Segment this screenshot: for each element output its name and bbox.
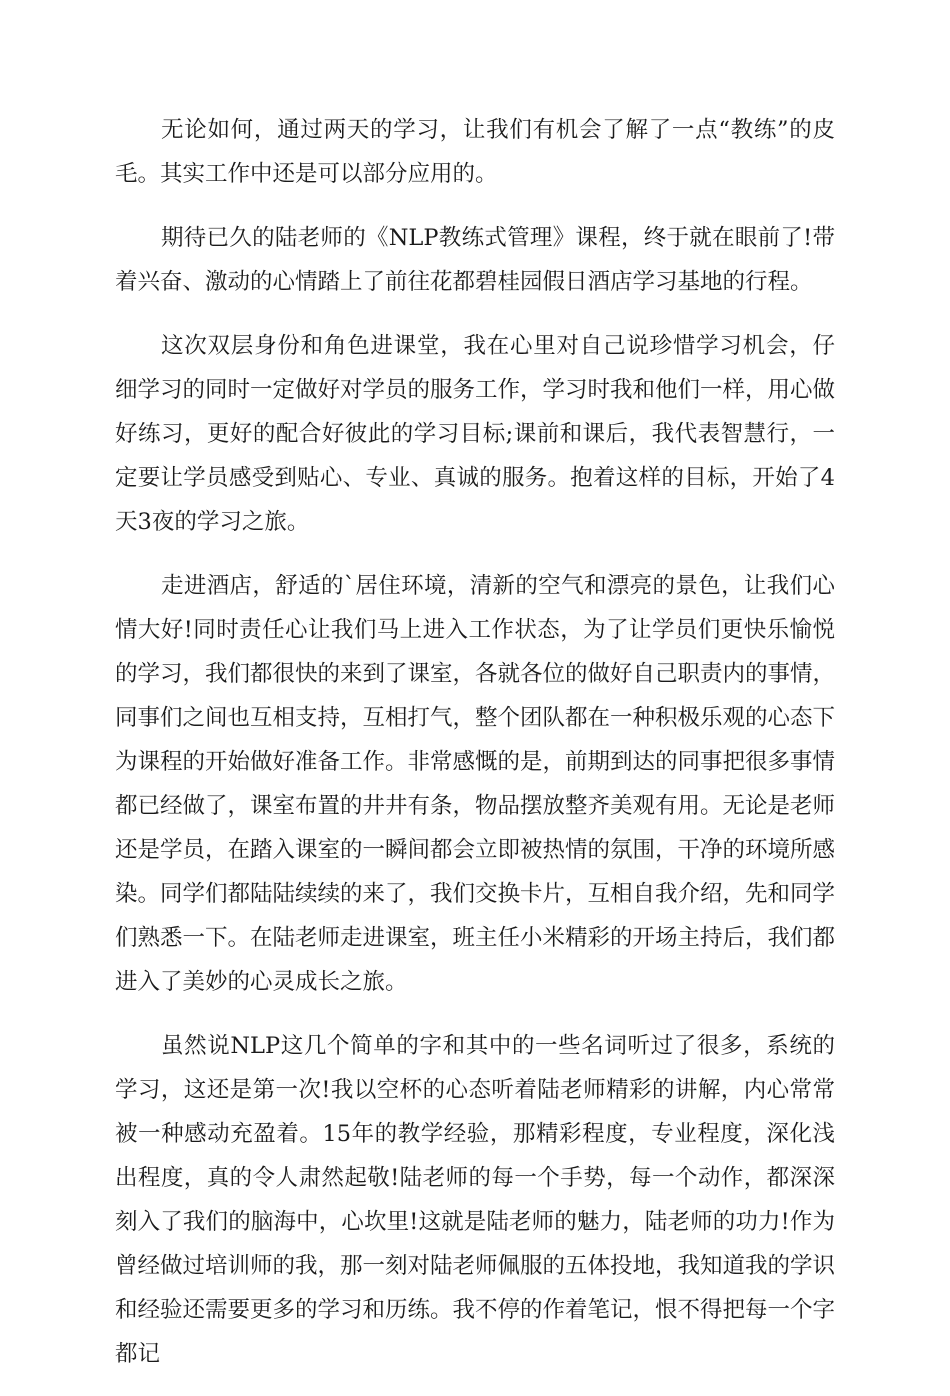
paragraph-3: 这次双层身份和角色进课堂，我在心里对自己说珍惜学习机会，仔细学习的同时一定做好对学员的服务工作，学习时我和他们一样，用心做好练习，更好的配合好彼此的学习目标;课前和课后，我代表智慧行，一定要让学员感受到贴心、专业、真诚的服务。抱着这样的目标，开始了4天3夜的学习之旅。 [115,333,836,535]
document-body [115,108,835,1396]
paragraph-1: 无论如何，通过两天的学习，让我们有机会了解了一点“教练”的皮毛。其实工作中还是可以部分应用的。 [115,117,835,187]
paragraph-2: 期待已久的陆老师的《NLP教练式管理》课程，终于就在眼前了!带着兴奋、激动的心情踏上了前往花都碧桂园假日酒店学习基地的行程。 [115,225,835,295]
paragraph-4: 走进酒店，舒适的`居住环境，清新的空气和漂亮的景色，让我们心情大好!同时责任心让我们马上进入工作状态，为了让学员们更快乐愉悦的学习，我们都很快的来到了课室，各就各位的做好自己职责内的事情，同事们之间也互相支持，互相打气，整个团队都在一种积极乐观的心态下为课程的开始做好准备工作。非常感慨的是，前期到达的同事把很多事情都已经做了，课室布置的井井有条，物品摆放整齐美观有用。无论是老师还是学员，在踏入课室的一瞬间都会立即被热情的氛围，干净的环境所感染。同学们都陆陆续续的来了，我们交换卡片，互相自我介绍，先和同学们熟悉一下。在陆老师走进课室，班主任小米精彩的开场主持后，我们都进入了美妙的心灵成长之旅。 [115,573,836,995]
paragraph-5: 虽然说NLP这几个简单的字和其中的一些名词听过了很多，系统的学习，这还是第一次!我以空杯的心态听着陆老师精彩的讲解，内心常常被一种感动充盈着。15年的教学经验，那精彩程度，专业程度，深化浅出程度，真的令人肃然起敬!陆老师的每一个手势，每一个动作，都深深刻入了我们的脑海中，心坎里!这就是陆老师的魅力，陆老师的功力!作为曾经做过培训师的我，那一刻对陆老师佩服的五体投地，我知道我的学识和经验还需要更多的学习和历练。我不停的作着笔记，恨不得把每一个字都记 [115,1033,836,1367]
